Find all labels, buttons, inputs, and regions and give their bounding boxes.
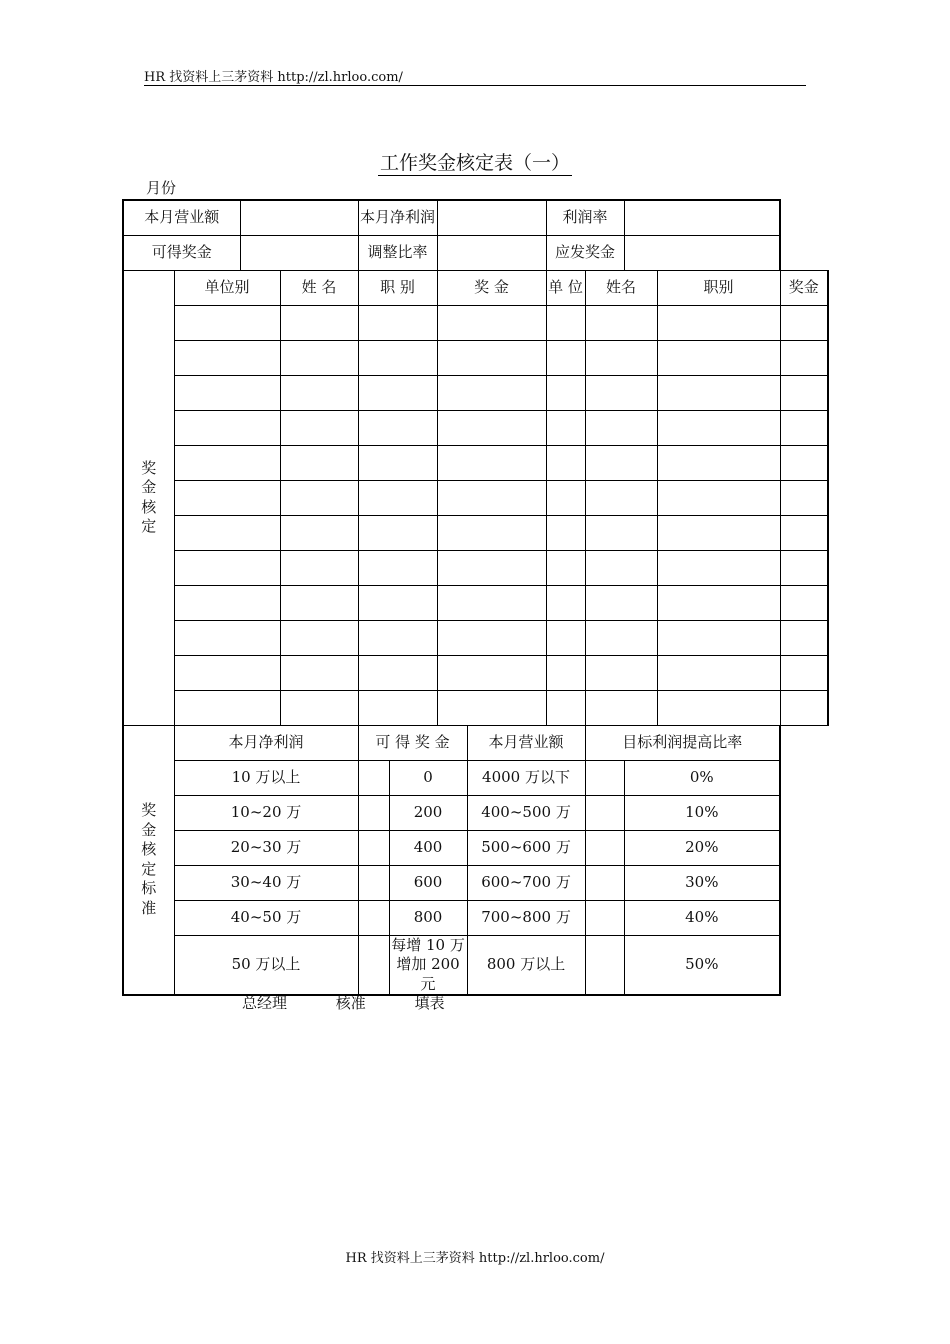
side-char: 核 [141,840,157,859]
entry-cell[interactable] [358,620,437,655]
entry-cell[interactable] [437,515,546,550]
entry-cell[interactable] [585,515,657,550]
entry-cell[interactable] [358,585,437,620]
entry-cell[interactable] [585,480,657,515]
entry-cell[interactable] [657,690,780,725]
rate-cell: 0% [624,760,780,795]
entry-cell[interactable] [174,655,280,690]
summary-label: 本月净利润 [358,200,437,235]
side-char: 标 [141,879,157,898]
summary-value-cell[interactable] [240,200,358,235]
entry-cell[interactable] [585,305,657,340]
entry-cell[interactable] [546,515,585,550]
table-row [123,375,828,410]
entry-cell[interactable] [358,340,437,375]
entry-cell[interactable] [358,690,437,725]
table-row [123,690,828,725]
table-row [123,585,828,620]
entry-cell[interactable] [546,655,585,690]
entry-cell[interactable] [358,375,437,410]
profit-cell: 30~40 万 [174,865,358,900]
summary-label: 可得奖金 [123,235,240,270]
entry-cell[interactable] [437,410,546,445]
entry-cell[interactable] [174,445,280,480]
entry-cell[interactable] [657,655,780,690]
entry-cell[interactable] [585,655,657,690]
entry-cell[interactable] [358,445,437,480]
bonus-section-side-label [123,270,174,725]
entry-cell[interactable] [657,515,780,550]
entry-cell[interactable] [780,655,828,690]
table-row [123,655,828,690]
entry-cell[interactable] [585,620,657,655]
side-char: 核 [141,497,157,516]
entry-cell[interactable] [437,620,546,655]
summary-value-cell[interactable] [437,200,546,235]
signature-general-manager: 总经理 [242,994,288,1012]
entry-cell[interactable] [174,375,280,410]
entry-cell[interactable] [546,305,585,340]
entry-cell[interactable] [280,620,358,655]
column-header: 可 得 奖 金 [358,725,467,760]
table-row [123,445,828,480]
entry-cell[interactable] [657,305,780,340]
side-char: 金 [141,820,157,839]
entry-cell[interactable] [280,410,358,445]
standard-row [123,795,828,830]
entry-cell[interactable] [780,480,828,515]
entry-cell[interactable] [437,550,546,585]
spacer-cell [585,935,624,995]
entry-cell[interactable] [358,515,437,550]
bonus-cell: 每增 10 万增加 200 元 [389,935,467,995]
summary-value-cell[interactable] [624,235,780,270]
bonus-cell: 800 [389,900,467,935]
entry-cell[interactable] [358,550,437,585]
column-header: 职别 [657,270,780,305]
table-row [123,340,828,375]
profit-cell: 10~20 万 [174,795,358,830]
entry-cell[interactable] [437,585,546,620]
entry-cell[interactable] [657,585,780,620]
summary-row-2 [123,235,828,270]
entry-cell[interactable] [437,445,546,480]
entry-cell[interactable] [174,340,280,375]
entry-cell[interactable] [174,585,280,620]
bonus-cell: 0 [389,760,467,795]
entry-cell[interactable] [657,620,780,655]
entry-cell[interactable] [780,340,828,375]
entry-cell[interactable] [546,445,585,480]
standard-section-side-label [123,725,174,995]
entry-cell[interactable] [358,410,437,445]
standard-row [123,830,828,865]
entry-cell[interactable] [546,410,585,445]
rate-cell: 50% [624,935,780,995]
spacer-cell [585,900,624,935]
side-char: 准 [141,898,157,917]
revenue-cell: 700~800 万 [467,900,585,935]
entry-cell[interactable] [780,410,828,445]
signature-filler: 填表 [414,994,445,1012]
page-title-text: 工作奖金核定表（一） [379,152,570,174]
spacer-cell [358,830,389,865]
entry-cell[interactable] [657,550,780,585]
entry-cell[interactable] [437,480,546,515]
entry-cell[interactable] [280,515,358,550]
bonus-cell: 200 [389,795,467,830]
table-row [123,620,828,655]
entry-cell[interactable] [585,550,657,585]
entry-cell[interactable] [546,480,585,515]
entry-cell[interactable] [280,480,358,515]
rate-cell: 40% [624,900,780,935]
spacer-cell [358,865,389,900]
entry-cell[interactable] [657,340,780,375]
entry-cell[interactable] [657,375,780,410]
entry-cell[interactable] [585,375,657,410]
side-char: 金 [141,478,157,496]
entry-cell[interactable] [585,585,657,620]
entry-cell[interactable] [280,690,358,725]
entry-cell[interactable] [657,445,780,480]
page-title [0,148,950,175]
table-row [123,550,828,585]
profit-cell: 50 万以上 [174,935,358,995]
side-char: 定 [141,517,157,535]
entry-cell[interactable] [780,620,828,655]
entry-cell[interactable] [437,690,546,725]
entry-cell[interactable] [657,410,780,445]
side-char: 奖 [141,801,157,820]
entry-cell[interactable] [174,515,280,550]
entry-cell[interactable] [585,340,657,375]
rate-cell: 10% [624,795,780,830]
side-char: 奖 [141,458,157,477]
entry-cell[interactable] [358,480,437,515]
revenue-cell: 600~700 万 [467,865,585,900]
entry-cell[interactable] [174,620,280,655]
signature-line [242,992,489,1013]
revenue-cell: 800 万以上 [467,935,585,995]
spacer-cell [358,900,389,935]
entry-cell[interactable] [174,550,280,585]
entry-cell[interactable] [585,445,657,480]
summary-label: 本月营业额 [123,200,240,235]
revenue-cell: 400~500 万 [467,795,585,830]
bonus-cell: 400 [389,830,467,865]
profit-cell: 20~30 万 [174,830,358,865]
summary-value-cell[interactable] [437,235,546,270]
profit-cell: 10 万以上 [174,760,358,795]
summary-label: 利润率 [546,200,624,235]
entry-cell[interactable] [780,515,828,550]
entry-cell[interactable] [280,655,358,690]
signature-approve: 核准 [335,994,366,1012]
spacer-cell [358,795,389,830]
entry-cell[interactable] [280,340,358,375]
column-header: 奖金 [780,270,828,305]
column-header: 姓 名 [280,270,358,305]
entry-cell[interactable] [437,375,546,410]
table-row [123,480,828,515]
column-header: 目标利润提高比率 [585,725,780,760]
table-row [123,515,828,550]
revenue-cell: 4000 万以下 [467,760,585,795]
entry-cell[interactable] [780,305,828,340]
entry-cell[interactable] [358,655,437,690]
standard-row [123,935,828,995]
bonus-cell: 600 [389,865,467,900]
entry-cell[interactable] [780,375,828,410]
summary-row-1 [123,200,828,235]
entry-cell[interactable] [174,305,280,340]
entry-cell[interactable] [585,410,657,445]
table-row [123,305,828,340]
entry-cell[interactable] [546,585,585,620]
entry-cell[interactable] [174,690,280,725]
spacer-cell [358,760,389,795]
entry-cell[interactable] [280,445,358,480]
spacer-cell [585,795,624,830]
column-header: 奖 金 [437,270,546,305]
entry-cell[interactable] [657,480,780,515]
rate-cell: 30% [624,865,780,900]
side-char: 定 [141,859,157,878]
page-footer: HR 找资料上三茅资料 http://zl.hrloo.com/ [345,1251,605,1266]
page-header: HR 找资料上三茅资料 http://zl.hrloo.com/ [144,70,403,85]
column-header: 单位别 [174,270,280,305]
spacer-cell [585,830,624,865]
entry-cell[interactable] [358,305,437,340]
column-header: 职 别 [358,270,437,305]
table-row [123,410,828,445]
standard-row [123,900,828,935]
revenue-cell: 500~600 万 [467,830,585,865]
bonus-header-row [123,270,828,305]
spacer-cell [585,865,624,900]
standard-header-row [123,725,828,760]
profit-cell: 40~50 万 [174,900,358,935]
entry-cell[interactable] [780,690,828,725]
header-rule [144,85,806,86]
entry-cell[interactable] [174,410,280,445]
entry-cell[interactable] [546,620,585,655]
month-label: 月份 [146,179,177,197]
summary-value-cell[interactable] [240,235,358,270]
rate-cell: 20% [624,830,780,865]
entry-cell[interactable] [174,480,280,515]
entry-cell[interactable] [280,585,358,620]
entry-cell[interactable] [280,375,358,410]
entry-cell[interactable] [437,340,546,375]
entry-cell[interactable] [280,305,358,340]
spacer-cell [585,760,624,795]
entry-cell[interactable] [437,655,546,690]
bonus-form-table [122,199,829,996]
entry-cell[interactable] [546,375,585,410]
entry-cell[interactable] [780,550,828,585]
entry-cell[interactable] [585,690,657,725]
column-header: 本月净利润 [174,725,358,760]
standard-row [123,760,828,795]
summary-value-cell[interactable] [624,200,780,235]
column-header: 姓名 [585,270,657,305]
summary-label: 调整比率 [358,235,437,270]
entry-cell[interactable] [780,585,828,620]
entry-cell[interactable] [437,305,546,340]
entry-cell[interactable] [546,340,585,375]
column-header: 本月营业额 [467,725,585,760]
standard-row [123,865,828,900]
spacer-cell [358,935,389,995]
entry-cell[interactable] [780,445,828,480]
entry-cell[interactable] [280,550,358,585]
entry-cell[interactable] [546,550,585,585]
summary-label: 应发奖金 [546,235,624,270]
column-header: 单 位 [546,270,585,305]
entry-cell[interactable] [546,690,585,725]
